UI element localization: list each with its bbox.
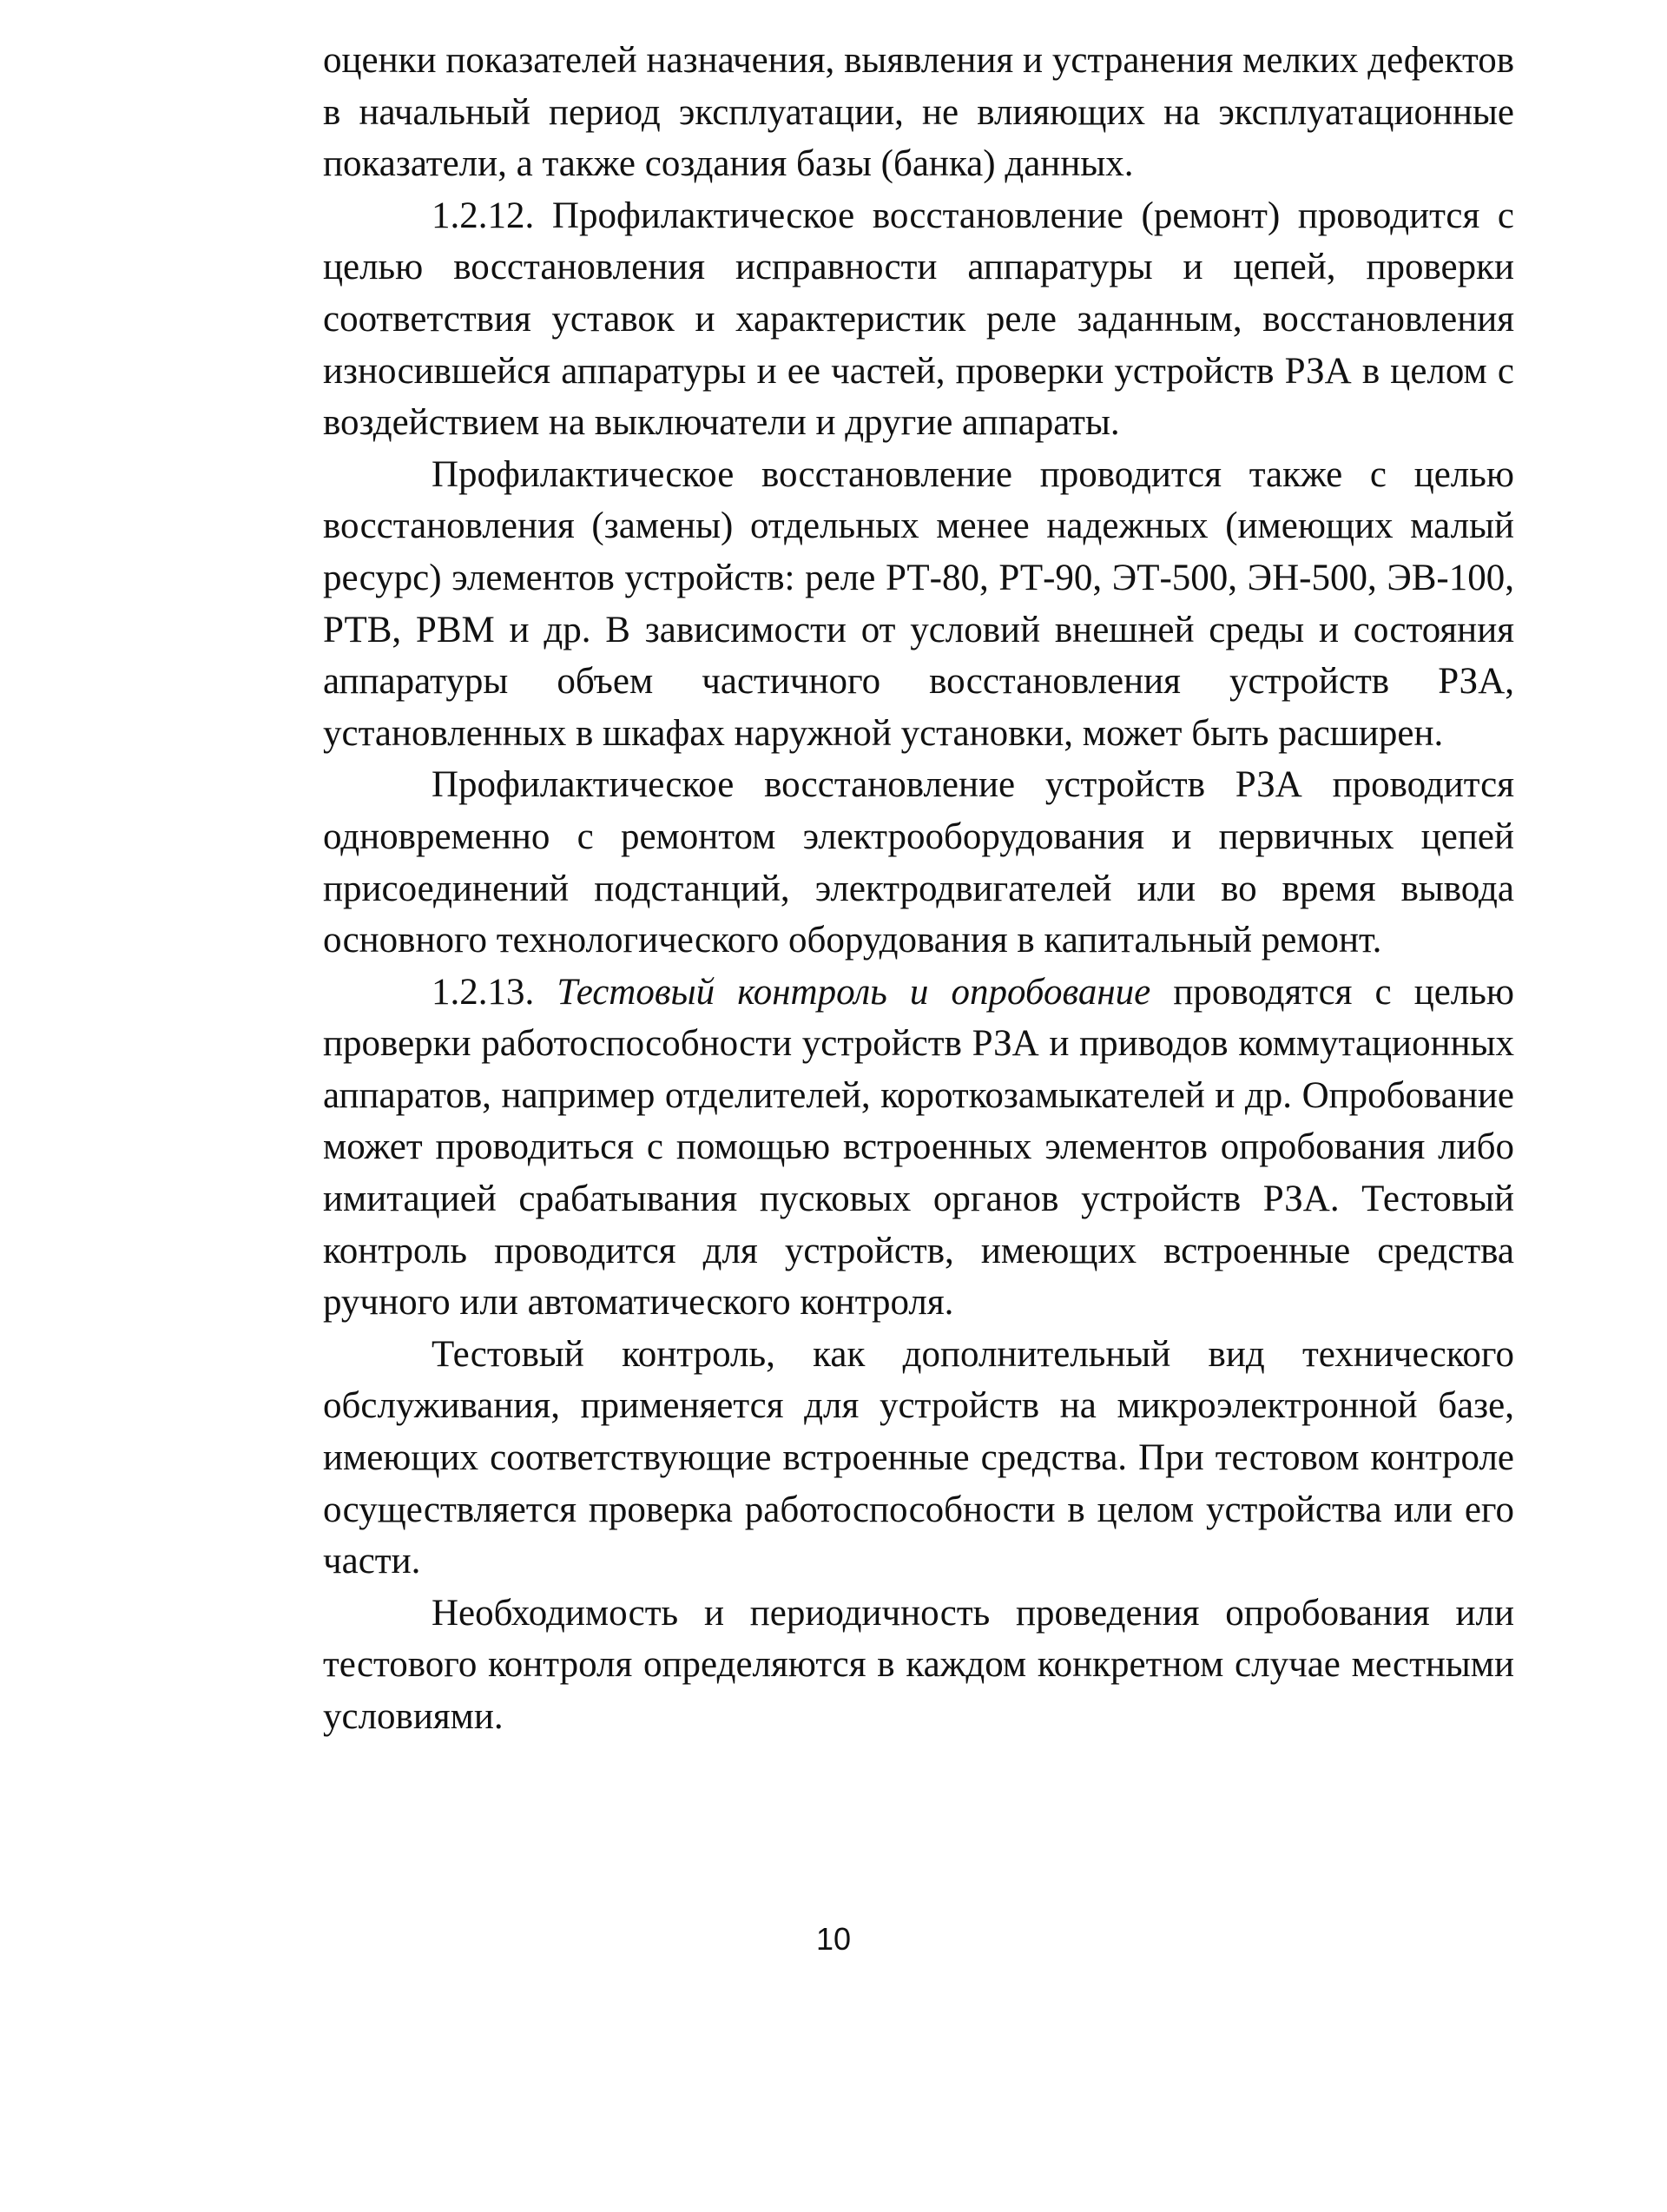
paragraph-1-2-13	[323, 967, 1514, 1329]
page-number: 10	[815, 1921, 852, 1957]
paragraph-4: Профилактическое восстановление устройств РЗА проводится одновременно с ремонтом электрооборудования и первичных цепей присоединений подстанций, электродвигателей или во время вывода основного технологического оборудования в капитальный ремонт.	[323, 764, 1514, 961]
document-page	[323, 35, 1514, 1743]
section-number: 1.2.13.	[432, 971, 535, 1013]
paragraph-body: проводятся с целью проверки работоспособности устройств РЗА и приводов коммутационных аппаратов, например отделителей, короткозамыкателей и др. Опробование может проводиться с помощью встроенных элементов опробования либо имитацией срабатывания пусковых органов устройств РЗА. Тестовый контроль проводится для устройств, имеющих встроенные средства ручного или автоматического контроля.	[323, 971, 1514, 1324]
paragraph-7: Необходимость и периодичность проведения опробования или тестового контроля определяются в каждом конкретном случае местными условиями.	[323, 1592, 1514, 1737]
paragraph-6: Тестовый контроль, как дополнительный вид технического обслуживания, применяется для устройств на микроэлектронной базе, имеющих соответствующие встроенные средства. При тестовом контроле осуществляется проверка работоспособности в целом устройства или его части.	[323, 1333, 1514, 1582]
paragraph-1: оценки показателей назначения, выявления и устранения мелких дефектов в начальный период эксплуатации, не влияющих на эксплуатационные показатели, а также создания базы (банка) данных.	[323, 40, 1514, 185]
italic-term: Тестовый контроль и опробование	[557, 971, 1151, 1013]
paragraph-1-2-12: 1.2.12. Профилактическое восстановление (ремонт) проводится с целью восстановления исправности аппаратуры и цепей, проверки соответствия уставок и характеристик реле заданным, восстановления износившейся аппаратуры и ее частей, проверки устройств РЗА в целом с воздействием на выключатели и другие аппараты.	[323, 195, 1514, 444]
paragraph-3: Профилактическое восстановление проводится также с целью восстановления (замены) отдельных менее надежных (имеющих малый ресурс) элементов устройств: реле РТ-80, РТ-90, ЭТ-500, ЭН-500, ЭВ-100, РТВ, РВМ и др. В зависимости от условий внешней среды и состояния аппаратуры объем частичного восстановления устройств РЗА, установленных в шкафах наружной установки, может быть расширен.	[323, 453, 1514, 754]
